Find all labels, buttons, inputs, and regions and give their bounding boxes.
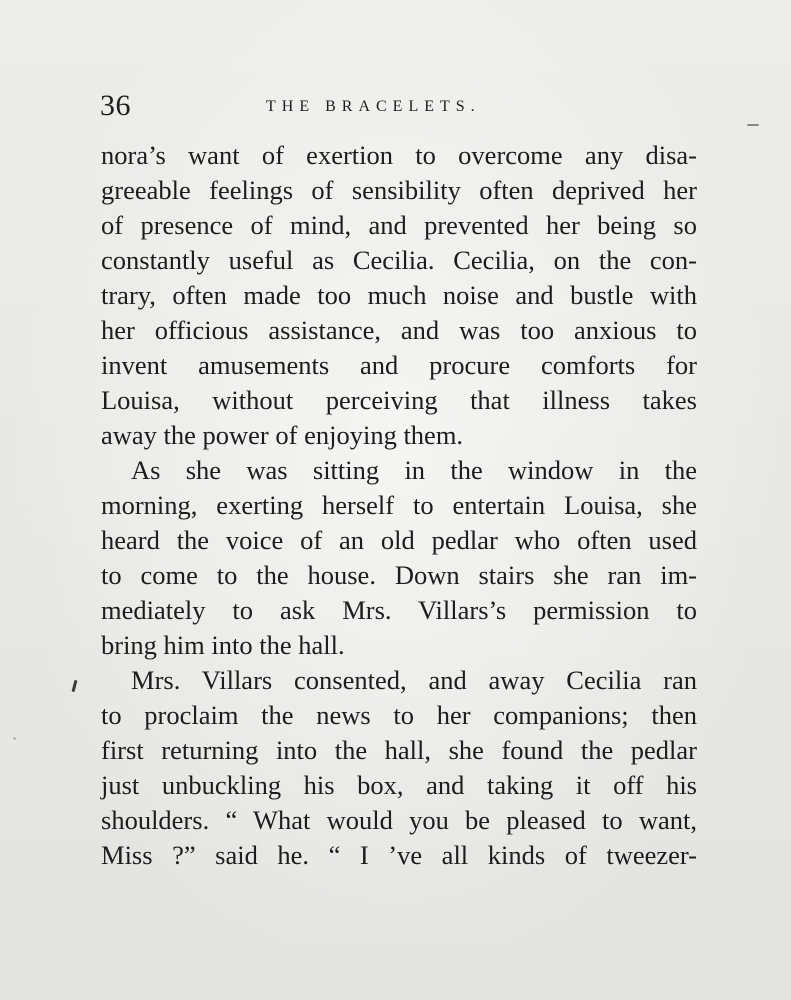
margin-mark — [747, 124, 759, 126]
text-line: Mrs. Villars consented, and away Cecilia ran — [131, 665, 697, 695]
text-line: just unbuckling his box, and taking it off his — [101, 770, 697, 800]
text-line: mediately to ask Mrs. Villars’s permission to — [101, 595, 697, 625]
text-line: to proclaim the news to her companions; then — [101, 700, 697, 730]
text-line: trary, often made too much noise and bustle with — [101, 280, 697, 310]
margin-speck — [13, 737, 16, 740]
text-line: away the power of enjoying them. — [101, 420, 464, 450]
text-line: to come to the house. Down stairs she ran im- — [101, 560, 697, 590]
page-header — [100, 86, 700, 126]
text-line: constantly useful as Cecilia. Cecilia, on the con- — [101, 245, 697, 275]
text-line: As she was sitting in the window in the — [131, 455, 697, 485]
text-line: morning, exerting herself to entertain Louisa, she — [101, 490, 697, 520]
text-line: her officious assistance, and was too anxious to — [101, 315, 697, 345]
text-line: Miss ?” said he. “ I ’ve all kinds of tweezer- — [101, 840, 697, 870]
text-line: of presence of mind, and prevented her being so — [101, 210, 697, 240]
text-line: greeable feelings of sensibility often deprived her — [101, 175, 697, 205]
text-line: invent amusements and procure comforts for — [101, 350, 697, 380]
running-head: THE BRACELETS. — [266, 98, 481, 115]
margin-mark — [71, 680, 77, 692]
text-line: bring him into the hall. — [101, 630, 345, 660]
text-line: heard the voice of an old pedlar who often used — [101, 525, 697, 555]
text-line: first returning into the hall, she found the pedlar — [101, 735, 697, 765]
text-line: nora’s want of exertion to overcome any disa- — [101, 140, 697, 170]
text-line: shoulders. “ What would you be pleased to want, — [101, 805, 697, 835]
text-line: Louisa, without perceiving that illness takes — [101, 385, 697, 415]
body-text — [101, 138, 697, 873]
page-number: 36 — [100, 89, 131, 122]
